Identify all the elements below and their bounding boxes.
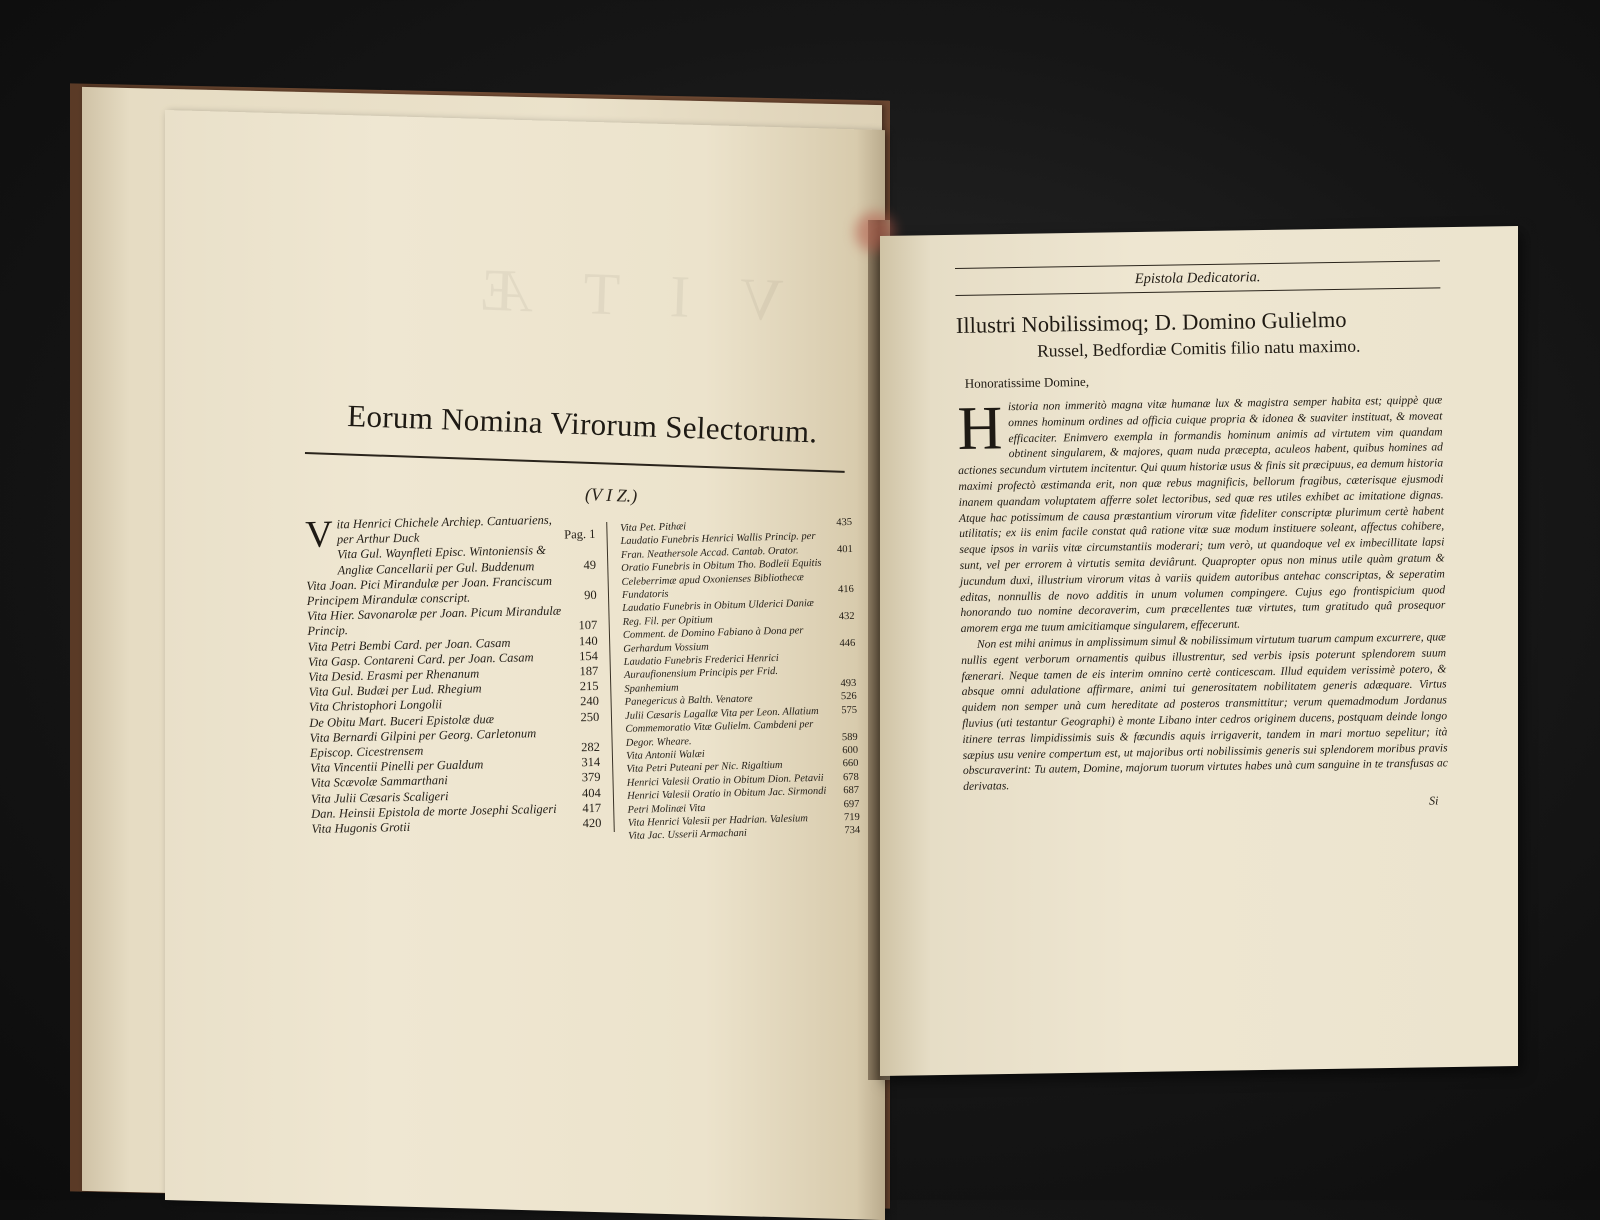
toc-entry-title: Vita Scævolæ Sammarthani	[310, 773, 448, 791]
toc-entry-page: 719	[843, 811, 860, 824]
toc-entry-title: Vita Petri Puteani per Nic. Rigaltium	[626, 760, 783, 776]
dedication-page	[955, 260, 1449, 815]
toc-entry-page: 107	[578, 618, 598, 633]
toc-entry-title: Vita Hier. Savonarolæ per Joan. Picum Mirandulæ Princip.	[306, 603, 562, 639]
toc-entry-page: 250	[580, 709, 600, 724]
toc-entry-title: Vita Henrici Valesii per Hadrian. Valesium	[627, 813, 809, 829]
toc-entry-page: 240	[580, 694, 600, 709]
toc-entry-title: Vita Julii Cæsaris Scaligeri	[310, 788, 449, 806]
toc-entry-page: 416	[837, 583, 854, 596]
toc-entry-title: Henrici Valesii Oratio in Obitum Jac. Sirmondi	[627, 785, 827, 803]
toc-entry-title: Vita Bernardi Gilpini per Georg. Carletonum Episcop. Cicestrensem	[309, 726, 537, 760]
toc-entry	[624, 650, 857, 696]
toc-entry-title: Vita Joan. Pici Mirandulæ per Joan. Franciscum Principem Mirandulæ conscript.	[306, 573, 553, 608]
toc-entry-page: 314	[581, 755, 601, 770]
toc-entry-page: 140	[578, 633, 598, 648]
paragraph-2: Non est mihi animus in amplissimum simul & nobilissimum virtutum tuarum campum excurrere, quæ nullis egent verborum ornamentis quibus illustrentur, sed verbis ipsis poterunt splendorem suum fænerari. Neque tamen de eis interim omnino certè conticescam. Illud equidem verissimè potero, & absque omni adulatione affirmare, animi tui generositatem nobilitatem generis adæquare. Virtus quidem non semper unà cum hereditate ad posteros transmittitur; verum quemadmodum Jordanus fluvius (uti testantur Geographi) è monte Libano inter cedros originem ducens, postquam deinde longo itinere terras limpidissimis suis & fœcundis aquis irrigaverit, tandem in mari mortuo sepelitur; ità sæpius usu venire compertum est, ut majoribus orti nobilissimis generis sui splendorem moribus pravis obscuraverint: Tu autem, Domine, majorum tuorum virtutes habes unà cum sanguine in te transfusas ac derivatas.	[961, 630, 1448, 794]
toc-entry-title: Vita Gul. Budæi per Lud. Rhegium	[308, 681, 482, 700]
toc-entry-title: Dan. Heinsii Epistola de morte Josephi Scaligeri	[311, 801, 557, 821]
catchword: Si	[1428, 793, 1439, 808]
toc-entry-page: 282	[580, 739, 601, 755]
toc-entry-title: ita Henrici Chichele Archiep. Cantuariens, per Arthur Duck	[336, 512, 552, 547]
salutation: Honoratissime Domine,	[964, 373, 1090, 391]
paragraph-1-text: istoria non immeritò magna vitæ humanæ lux & magistra semper habita est; quippè quæ omnes hominum ordines ad officia cuique propria & idonea & suaviter instituat, & moveat efficaciter. Enimvero exempla in formandis hominum animis ad virtutem vim quandam obtinent singularem, & majores, quam nuda præcepta, aculeos habent, quibus homines ad actiones secundum virtutem incitentur. Qui quum historiæ usus & finis sit præcipuus, ea demum historia maximi profectò æstimanda erit, non quæ rebus magnificis, bellorum fragibus, cæterisque ejusmodi inanem quandam voluptatem afferre solet lectoribus, sed quæ res utiles exhibet ac imitatione dignas. Atque hac potissimum de causa præstantium virorum vitæ fideliter conscriptæ plurimum certè habent utilitatis; ex iis enim facile constat quâ ratione vitæ suæ modum instituere soleant, affectus cohibere, seque ipsos in variis vitæ circumstantiis moderari; tum verò, ut quandoque vel ex imbecillitate lapsi sunt, vel per errorem à virtutis semita deviârunt. Quapropter opus non minus utile quàm gratum & jucundum duxi, illustrium virorum vitas à variis quidem autoribus antehac conscriptas, & seperatim editas, nonnullis de novo additis in unum volumen compingere. Cujus ego frontispicium quod honorando tuo nomine decoraverim, cum præcellentes tuæ virtutes, tum gratitudo quâ prosequor amorem erga me tuum amicitiamque singularem, effecerunt.	[958, 393, 1446, 636]
toc-entry-title: Commemoratio Vitæ Gulielm. Cambdeni per Degor. Wheare.	[625, 719, 814, 749]
toc-entry-title: Julii Cæsaris Lagallæ Vita per Leon. Allatium	[624, 705, 819, 722]
toc-column-left	[305, 512, 602, 837]
toc-entry-page: 697	[843, 798, 860, 810]
toc-subtitle: (V I Z.)	[584, 484, 638, 506]
running-header: Epistola Dedicatoria.	[1134, 269, 1261, 288]
toc-entry-title: Vita Gasp. Contareni Card. per Joan. Casam	[307, 650, 534, 669]
drop-cap-h: H	[956, 394, 1003, 463]
toc-entry-page: 589	[841, 731, 858, 743]
drop-cap-v: V	[304, 513, 334, 556]
toc-entry-page: 404	[581, 785, 601, 800]
toc-entry-page: Pag. 1	[564, 527, 596, 542]
toc-entry-title: Laudatio Funebris Frederici Henrici Auraufionensium Principis per Frid. Spanhemium	[623, 652, 779, 695]
toc-entry-page: 493	[840, 677, 857, 690]
toc-entry-page: 526	[840, 691, 857, 703]
toc-entry-page: 154	[579, 648, 599, 664]
toc-entry-page: 446	[839, 637, 856, 649]
toc-entry-title: Vita Pet. Pithæi	[620, 521, 687, 534]
toc-entry-page: 687	[843, 784, 860, 797]
toc-entry-title: Vita Desid. Erasmi per Rhenanum	[308, 666, 480, 684]
toc-entry-page: 575	[841, 704, 858, 716]
toc-entry-title: Petri Molinæi Vita	[627, 802, 706, 816]
toc-entry	[621, 556, 854, 602]
toc-entry-title: Comment. de Domino Fabiano à Dona per Gerhardum Vossium	[622, 625, 804, 655]
toc-entry-page: 420	[582, 815, 602, 831]
toc-entry-page: 600	[842, 744, 859, 757]
toc-entry-title: Laudatio Funebris Henrici Wallis Princip. per Fran. Neathersole Accad. Cantab. Orator.	[620, 531, 816, 561]
dedication-title-line1: Illustri Nobilissimoq; D. Domino Gulielmo	[955, 306, 1347, 338]
toc-entry-title: Vita Jac. Usserii Armachani	[628, 828, 747, 843]
toc-entry-title: Vita Hugonis Grotii	[311, 819, 411, 836]
toc-entry-page: 417	[582, 800, 602, 816]
toc-entry-title: Panegericus à Balth. Venatore	[624, 693, 753, 709]
toc-entry-page: 49	[583, 557, 597, 572]
toc-title: Eorum Nomina Virorum Selectorum.	[346, 398, 819, 450]
toc-entry-title: Henrici Valesii Oratio in Obitum Dion. Petavii	[626, 772, 824, 789]
toc-entry-title: Vita Petri Bembi Card. per Joan. Casam	[307, 635, 511, 654]
toc-entry-title: De Obitu Mart. Buceri Epistolæ duæ	[309, 711, 495, 730]
toc-entry-page: 432	[838, 610, 855, 623]
toc-entry-title: Laudatio Funebris in Obitum Ulderici Daniæ Reg. Fil. per Opitium	[622, 598, 814, 628]
paragraph-1	[957, 392, 1446, 637]
toc-column-right	[620, 516, 860, 844]
toc-entry-page: 435	[836, 516, 853, 529]
toc-entry-title: Vita Gul. Waynfleti Episc. Wintoniensis & Angliæ Cancellarii per Gul. Buddenum	[337, 543, 547, 577]
toc-entry-page: 401	[836, 543, 853, 556]
toc-entry-page: 660	[842, 758, 859, 770]
toc-entry-page: 215	[579, 679, 599, 694]
show-through-text: VITÆ	[428, 254, 785, 334]
toc-entry-page: 90	[584, 587, 597, 603]
toc-entry-page: 379	[581, 770, 601, 785]
toc-entry-title: Oratio Funebris in Obitum Tho. Bodleii Equitis Celeberrimæ apud Oxonienses Bibliothecæ Fundatoris	[621, 557, 822, 602]
toc-entry-page: 734	[844, 825, 861, 837]
toc-entry-title: Vita Christophori Longolii	[308, 697, 443, 715]
dedication-body	[957, 392, 1448, 794]
dedication-title-line2: Russel, Bedfordiæ Comitis filio natu maximo.	[1037, 335, 1361, 361]
toc-entry-title: Vita Antonii Walæi	[625, 748, 705, 762]
toc-entry-title: Vita Vincentii Pinelli per Gualdum	[310, 757, 484, 776]
toc-entry-page: 187	[579, 663, 599, 679]
toc-entry-page: 678	[842, 771, 859, 783]
